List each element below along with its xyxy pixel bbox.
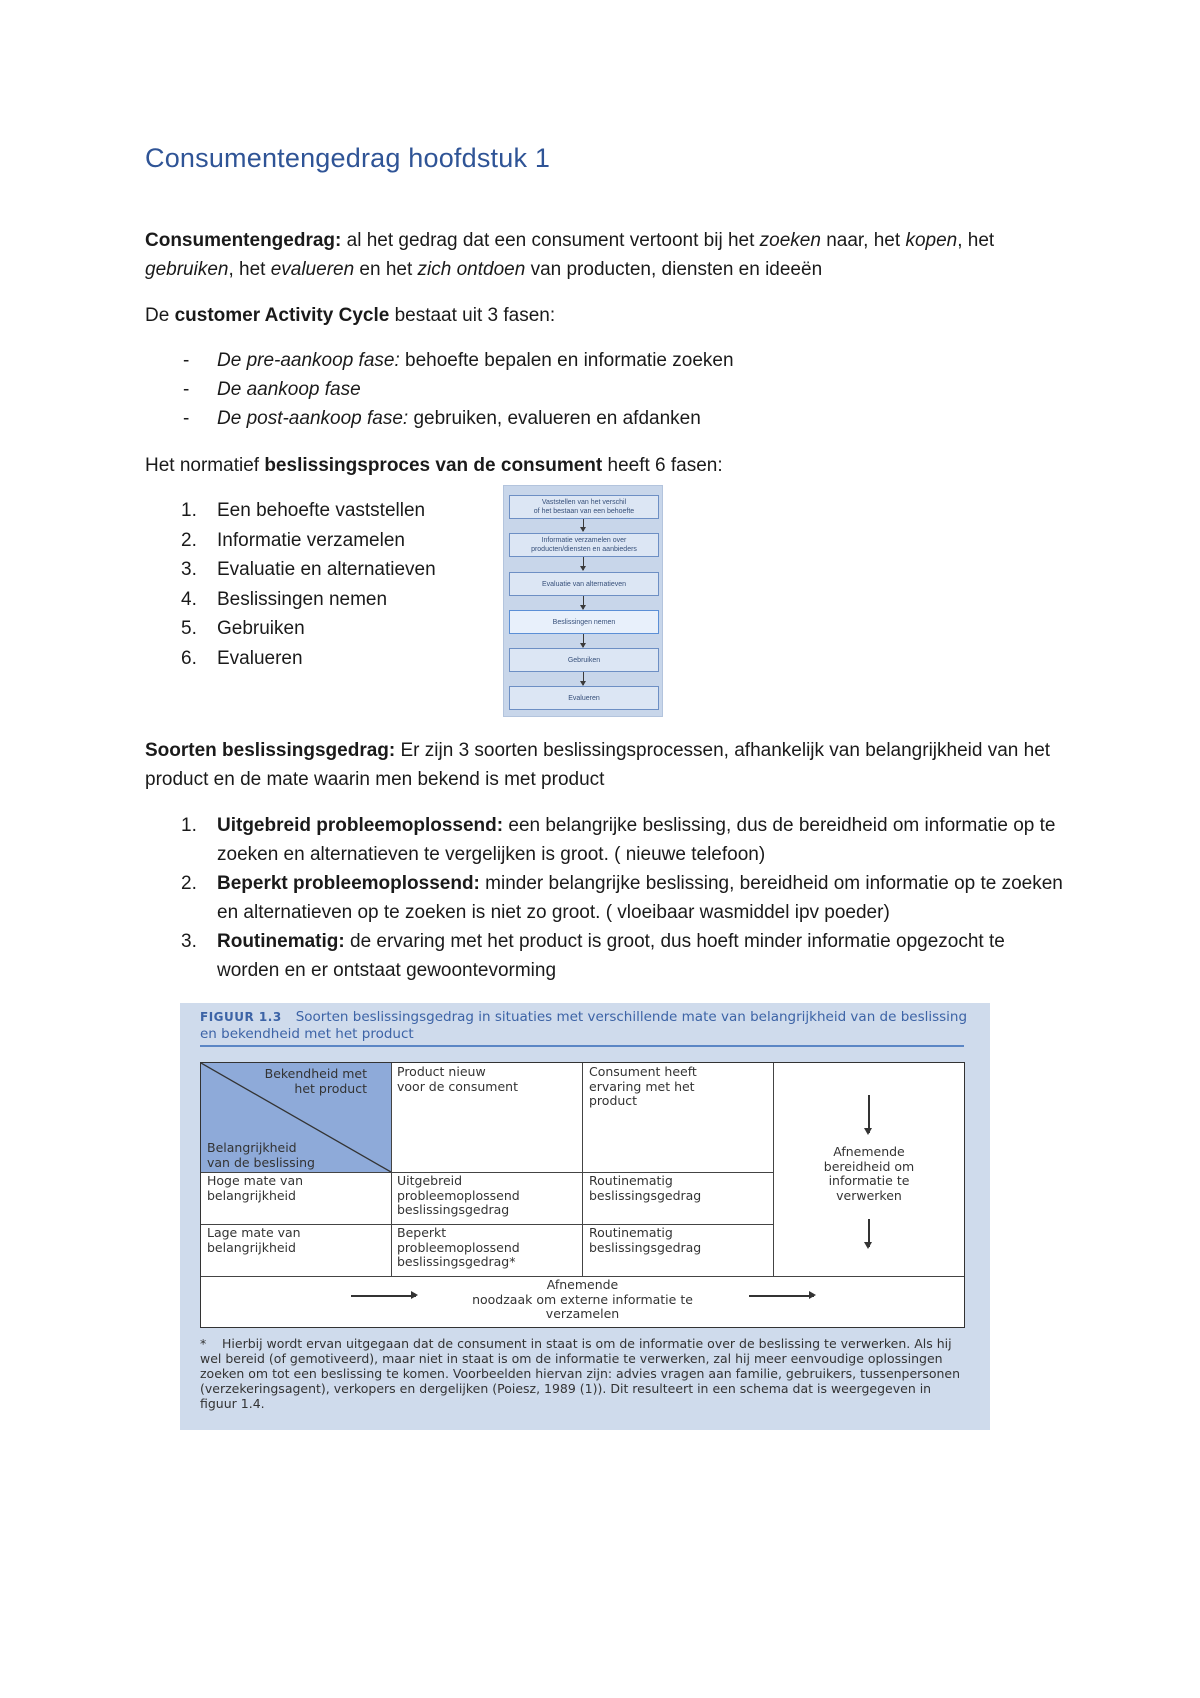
text-run: minder belangrijke beslissing, bereidheid om informatie op te zoeken en alternatieven op te zoeken is niet zo groot. ( vloeibaar wasmiddel ipv poeder): [217, 873, 1063, 923]
list-number: 1.: [181, 815, 197, 836]
flow-box-decision: Beslissingen nemen: [509, 610, 659, 634]
list-number: 2.: [181, 873, 197, 894]
list-text: Informatie verzamelen: [217, 529, 405, 551]
bottom-row: [201, 1276, 964, 1327]
list-number: 6.: [181, 647, 197, 669]
list-item: [145, 526, 436, 556]
row-header-high: Hoge mate van belangrijkheid: [207, 1173, 304, 1203]
flow-box-information: Informatie verzamelen over producten/diensten en aanbieders: [509, 533, 659, 557]
text-run: een belangrijke beslissing, dus de bereidheid om informatie op te zoeken en alternatieven te vergelijken is groot. ( nieuwe telefoon): [217, 815, 1056, 865]
definition-paragraph: [145, 226, 1065, 284]
flow-box-need: Vaststellen van het verschil of het bestaan van een behoefte: [509, 495, 659, 519]
bold-run: Beperkt probleemoplossend:: [217, 873, 480, 894]
footnote-star: *: [200, 1336, 207, 1351]
down-arrow-icon: [868, 1219, 870, 1247]
list-item: [145, 644, 436, 674]
decision-behaviour-figure: [180, 1003, 990, 1430]
down-arrow-icon: [868, 1095, 870, 1133]
list-number: 5.: [181, 618, 197, 639]
dash-bullet: -: [183, 350, 190, 371]
flow-arrow: [583, 557, 584, 570]
text-run: Er zijn 3 soorten beslissingsprocessen, afhankelijk van belangrijkheid van het product en de mate waarin men bekend is met product: [145, 740, 1051, 790]
page-title: Consumentengedrag hoofdstuk 1: [145, 143, 551, 173]
list-number: 3.: [181, 559, 197, 580]
table-corner-cell: [201, 1063, 391, 1172]
text-run: van producten, diensten en ideeën: [525, 259, 823, 280]
side-label: Afnemende bereidheid om informatie te verwerken: [823, 1144, 915, 1203]
flow-box-evaluation: Evaluatie van alternatieven: [509, 572, 659, 596]
text-run: al het gedrag dat een consument vertoont bij het: [341, 230, 760, 251]
text-run: , het: [228, 259, 271, 280]
text-run: gebruiken, evalueren en afdanken: [408, 408, 701, 429]
list-item: [145, 927, 1065, 985]
list-text: Evaluatie en alternatieven: [217, 559, 436, 580]
row-header-low: Lage mate van belangrijkheid: [207, 1225, 301, 1255]
text-run: heeft 6 fasen:: [602, 455, 723, 476]
italic-run: gebruiken: [145, 259, 229, 280]
text-run: naar, het: [820, 230, 906, 251]
column-header-experienced: Consument heeft ervaring met het product: [589, 1064, 697, 1108]
list-number: 4.: [181, 588, 197, 610]
flow-arrow: [583, 672, 584, 685]
definition-term: Consumentengedrag:: [145, 230, 342, 251]
italic-run: kopen: [905, 230, 958, 251]
decision-process-flowchart: [503, 485, 663, 717]
list-text: Evalueren: [217, 647, 303, 669]
text-run: de ervaring met het product is groot, dus hoeft minder informatie opgezocht te worden en er ontstaat gewoontevorming: [217, 931, 1005, 981]
figure-footnote: [200, 1336, 970, 1411]
italic-run: De post-aankoop fase:: [217, 408, 409, 429]
process-intro: [145, 451, 1065, 480]
grid-line: [582, 1063, 583, 1276]
cell-extended: Uitgebreid probleemoplossend beslissingsgedrag: [397, 1173, 520, 1217]
grid-line: [201, 1224, 773, 1225]
list-item: [145, 585, 436, 615]
bold-run: Soorten beslissingsgedrag:: [145, 740, 396, 761]
caption-rule: [200, 1045, 964, 1047]
text-run: Het normatief: [145, 455, 265, 476]
italic-run: zich ontdoen: [417, 259, 526, 280]
bold-run: beslissingsproces van de consument: [264, 455, 603, 476]
italic-run: De pre-aankoop fase:: [217, 350, 400, 371]
bold-run: customer Activity Cycle: [174, 305, 390, 326]
list-number: 2.: [181, 529, 197, 551]
flow-arrow: [583, 519, 584, 531]
decision-table: [200, 1062, 965, 1328]
list-number: 3.: [181, 931, 197, 952]
italic-run: zoeken: [759, 230, 821, 251]
grid-line: [201, 1172, 773, 1173]
text-run: bestaat uit 3 fasen:: [389, 305, 556, 326]
process-step-list: [145, 496, 436, 673]
flow-arrow: [583, 596, 584, 609]
types-intro: [145, 736, 1065, 794]
italic-run: evalueren: [270, 259, 355, 280]
cell-routine-high: Routinematig beslissingsgedrag: [589, 1173, 702, 1203]
cell-limited: Beperkt probleemoplossend beslissingsgedrag*: [397, 1225, 520, 1269]
text-run: behoefte bepalen en informatie zoeken: [399, 350, 734, 371]
grid-line: [391, 1063, 392, 1276]
list-text: Een behoefte vaststellen: [217, 500, 426, 521]
list-item: [145, 496, 436, 526]
corner-bottom-label: Belangrijkheid van de beslissing: [207, 1140, 315, 1170]
figure-caption: [200, 1009, 980, 1043]
footnote-text: Hierbij wordt ervan uitgegaan dat de consument in staat is om de informatie over de beslissing te verwerken. Als hij wel bereid (of gemotiveerd), maar niet in staat is om de informatie te verwerken, zal hij meer eenvoudige oplossingen zoeken om tot een beslissing te komen. Voorbeelden hiervan zijn: advies vragen aan familie, gebruikers, tussenpersonen (verzekeringsagent), verkopers en dergelijken (Poiesz, 1989 (1)). Dit resulteert in een schema dat is weergegeven in figuur 1.4.: [200, 1336, 961, 1411]
right-arrow-icon: [351, 1295, 416, 1297]
text-run: en het: [354, 259, 418, 280]
list-item: [145, 404, 734, 433]
flow-box-evaluate: Evalueren: [509, 686, 659, 710]
flow-box-use: Gebruiken: [509, 648, 659, 672]
list-item: [145, 811, 1065, 869]
list-text: Beslissingen nemen: [217, 588, 388, 610]
cell-routine-low: Routinematig beslissingsgedrag: [589, 1225, 702, 1255]
cycle-phase-list: [145, 346, 734, 433]
italic-run: De aankoop fase: [217, 379, 361, 400]
cycle-intro: [145, 301, 1065, 330]
list-item: [145, 375, 734, 404]
list-item: [145, 869, 1065, 927]
list-number: 1.: [181, 500, 197, 521]
corner-top-label: Bekendheid met het product: [264, 1066, 367, 1096]
bottom-label: Afnemende noodzaak om externe informatie te verzamelen: [472, 1277, 693, 1321]
right-arrow-icon: [749, 1295, 814, 1297]
figure-label: FIGUUR 1.3: [200, 1010, 282, 1024]
column-header-new-product: Product nieuw voor de consument: [397, 1064, 518, 1094]
types-list: [145, 811, 1065, 985]
side-column: [773, 1063, 965, 1276]
bold-run: Uitgebreid probleemoplossend:: [217, 815, 504, 836]
text-run: De: [145, 305, 175, 326]
list-text: Gebruiken: [217, 618, 305, 639]
list-item: [145, 346, 734, 375]
dash-bullet: -: [183, 379, 190, 400]
flow-arrow: [583, 634, 584, 647]
bold-run: Routinematig:: [217, 931, 345, 952]
text-run: , het: [957, 230, 995, 251]
figure-caption-text: Soorten beslissingsgedrag in situaties met verschillende mate van belangrijkheid van de beslissing en bekendheid met het product: [200, 1009, 968, 1042]
list-item: [145, 555, 436, 585]
list-item: [145, 614, 436, 644]
dash-bullet: -: [183, 408, 190, 429]
